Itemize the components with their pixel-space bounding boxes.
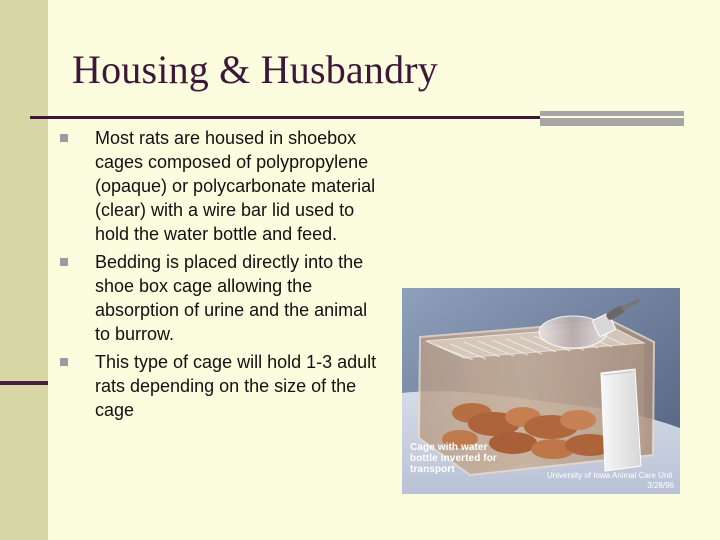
title-rule-gray-bottom <box>540 118 684 126</box>
cage-photo <box>402 288 680 494</box>
bullet-item <box>60 350 380 422</box>
photo-credit: University of Iowa Animal Care Unit <box>547 471 673 480</box>
bullet-item <box>60 126 380 246</box>
title-rule-gray-top <box>540 111 684 116</box>
cage-card <box>601 369 641 471</box>
square-bullet-icon <box>60 358 68 366</box>
square-bullet-icon <box>60 134 68 142</box>
left-band <box>0 0 48 540</box>
bullet-text: Most rats are housed in shoebox cages composed of polypropylene (opaque) or polycarbonate material (clear) with a wire bar lid used to hold the water bottle and feed. <box>95 128 376 244</box>
square-bullet-icon <box>60 258 68 266</box>
bullet-item <box>60 250 380 346</box>
photo-caption: Cage with water bottle inverted for transport <box>410 442 497 475</box>
photo-date: 3/28/96 <box>647 481 674 490</box>
bullet-text: This type of cage will hold 1-3 adult rats depending on the size of the cage <box>95 352 377 420</box>
title-rule <box>30 116 540 119</box>
left-accent-bar <box>0 381 48 385</box>
bullet-text: Bedding is placed directly into the shoe box cage allowing the absorption of urine and the animal to burrow. <box>95 252 368 344</box>
bullet-list <box>60 126 380 426</box>
slide-title: Housing & Husbandry <box>72 47 439 92</box>
